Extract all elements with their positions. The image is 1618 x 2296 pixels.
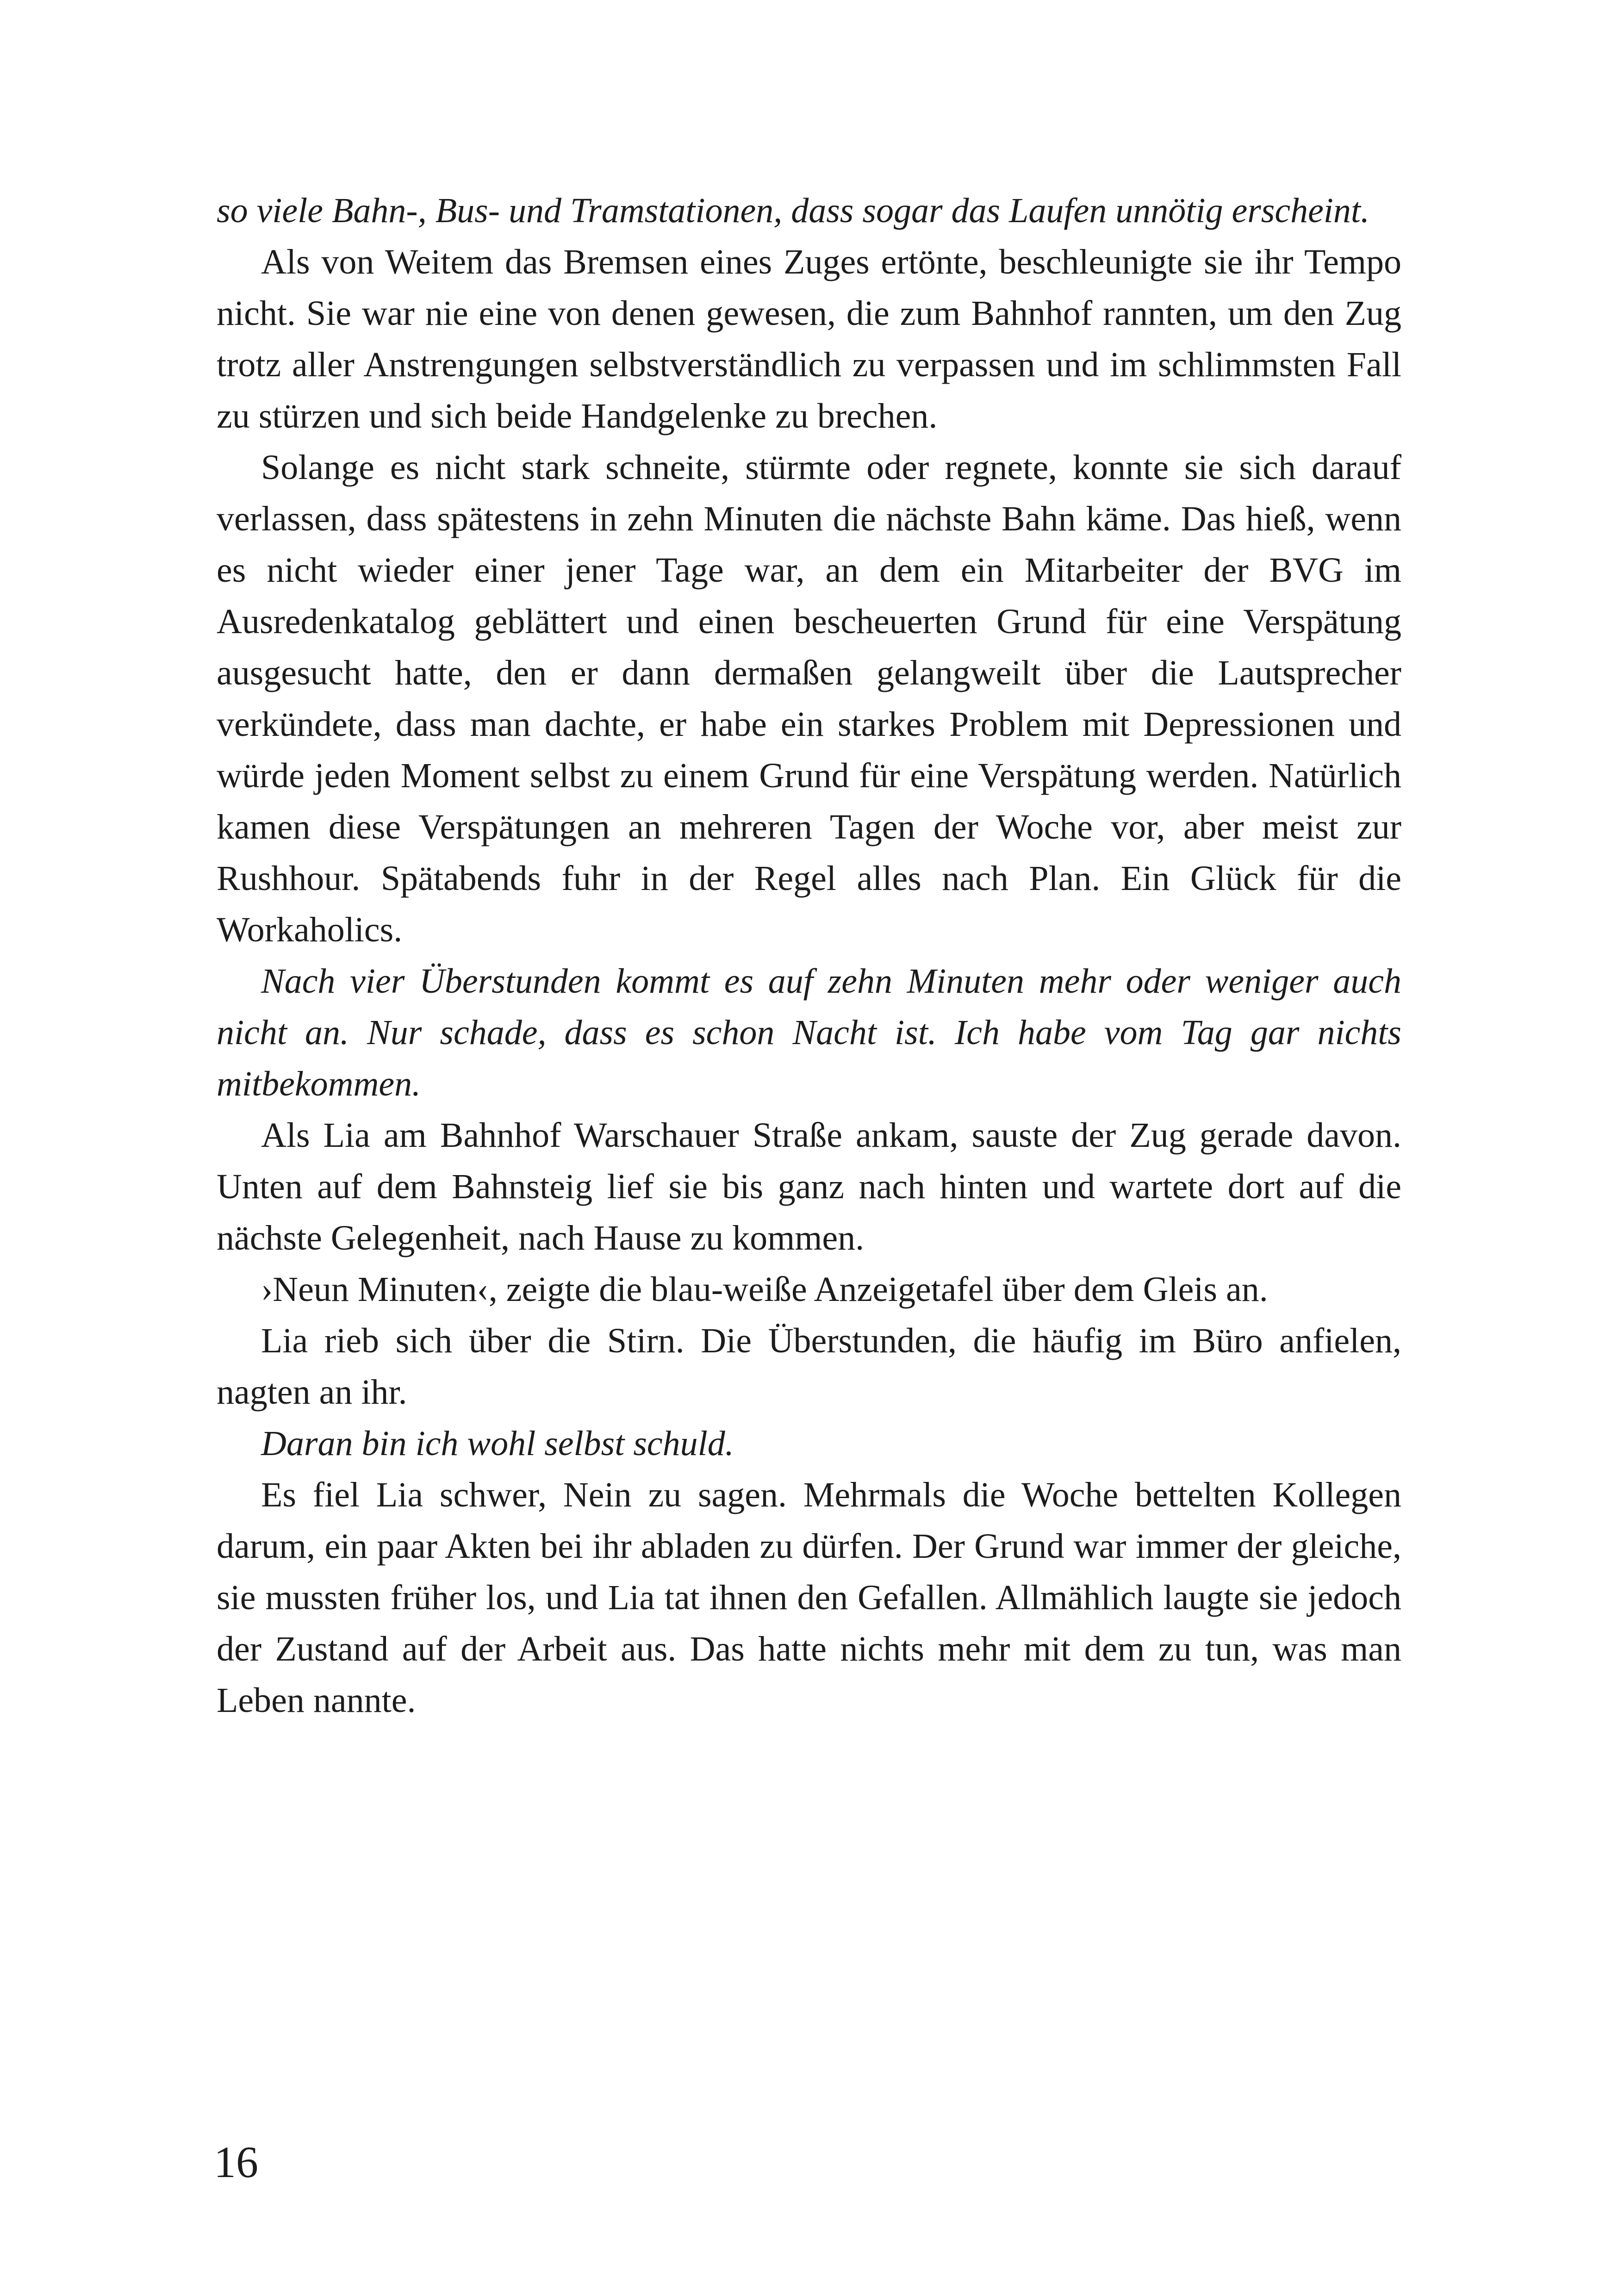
paragraph: Solange es nicht stark schneite, stürmte oder regnete, konnte sie sich darauf verlassen, dass spätestens in zehn Minuten die nächste Bahn käme. Das hieß, wenn es nicht wieder einer jener Tage war, an dem ein Mitarbeiter der BVG im Ausredenkatalog geblättert und einen bescheuerten Grund für eine Verspätung ausgesucht hatte, den er dann dermaßen gelangweilt über die Lautsprecher verkündete, dass man dachte, er habe ein starkes Problem mit Depressionen und würde jeden Moment selbst zu einem Grund für eine Verspätung werden. Natürlich kamen diese Verspätungen an mehreren Tagen der Woche vor, aber meist zur Rushhour. Spätabends fuhr in der Regel alles nach Plan. Ein Glück für die Workaholics. xyxy=(217,448,1401,949)
paragraph: Als von Weitem das Bremsen eines Zuges ertönte, beschleunigte sie ihr Tempo nicht. Sie war nie eine von denen gewesen, die zum Bahnhof rannten, um den Zug trotz aller Anstrengungen selbstverständlich zu verpassen und im schlimmsten Fall zu stürzen und sich beide Handgelenke zu brechen. xyxy=(217,243,1401,436)
paragraph: Lia rieb sich über die Stirn. Die Überstunden, die häufig im Büro anfielen, nagten an ihr. xyxy=(217,1321,1401,1412)
paragraph: ›Neun Minuten‹, zeigte die blau-weiße Anzeigetafel über dem Gleis an. xyxy=(261,1270,1268,1309)
body-text xyxy=(217,185,1401,1726)
page-number: 16 xyxy=(214,2137,258,2187)
paragraph: Nach vier Überstunden kommt es auf zehn Minuten mehr oder weniger auch nicht an. Nur schade, dass es schon Nacht ist. Ich habe vom Tag gar nichts mitbekommen. xyxy=(217,962,1401,1103)
paragraph: so viele Bahn-, Bus- und Tramstationen, dass sogar das Laufen unnötig erscheint. xyxy=(217,191,1370,230)
paragraph: Daran bin ich wohl selbst schuld. xyxy=(261,1424,734,1463)
paragraph: Es fiel Lia schwer, Nein zu sagen. Mehrmals die Woche bettelten Kollegen darum, ein paar Akten bei ihr abladen zu dürfen. Der Grund war immer der gleiche, sie mussten früher los, und Lia tat ihnen den Gefallen. Allmählich laugte sie jedoch der Zustand auf der Arbeit aus. Das hatte nichts mehr mit dem zu tun, was man Leben nannte. xyxy=(217,1475,1401,1720)
paragraph: Als Lia am Bahnhof Warschauer Straße ankam, sauste der Zug gerade davon. Unten auf dem Bahnsteig lief sie bis ganz nach hinten und wartete dort auf die nächste Gelegenheit, nach Hause zu kommen. xyxy=(217,1116,1401,1257)
